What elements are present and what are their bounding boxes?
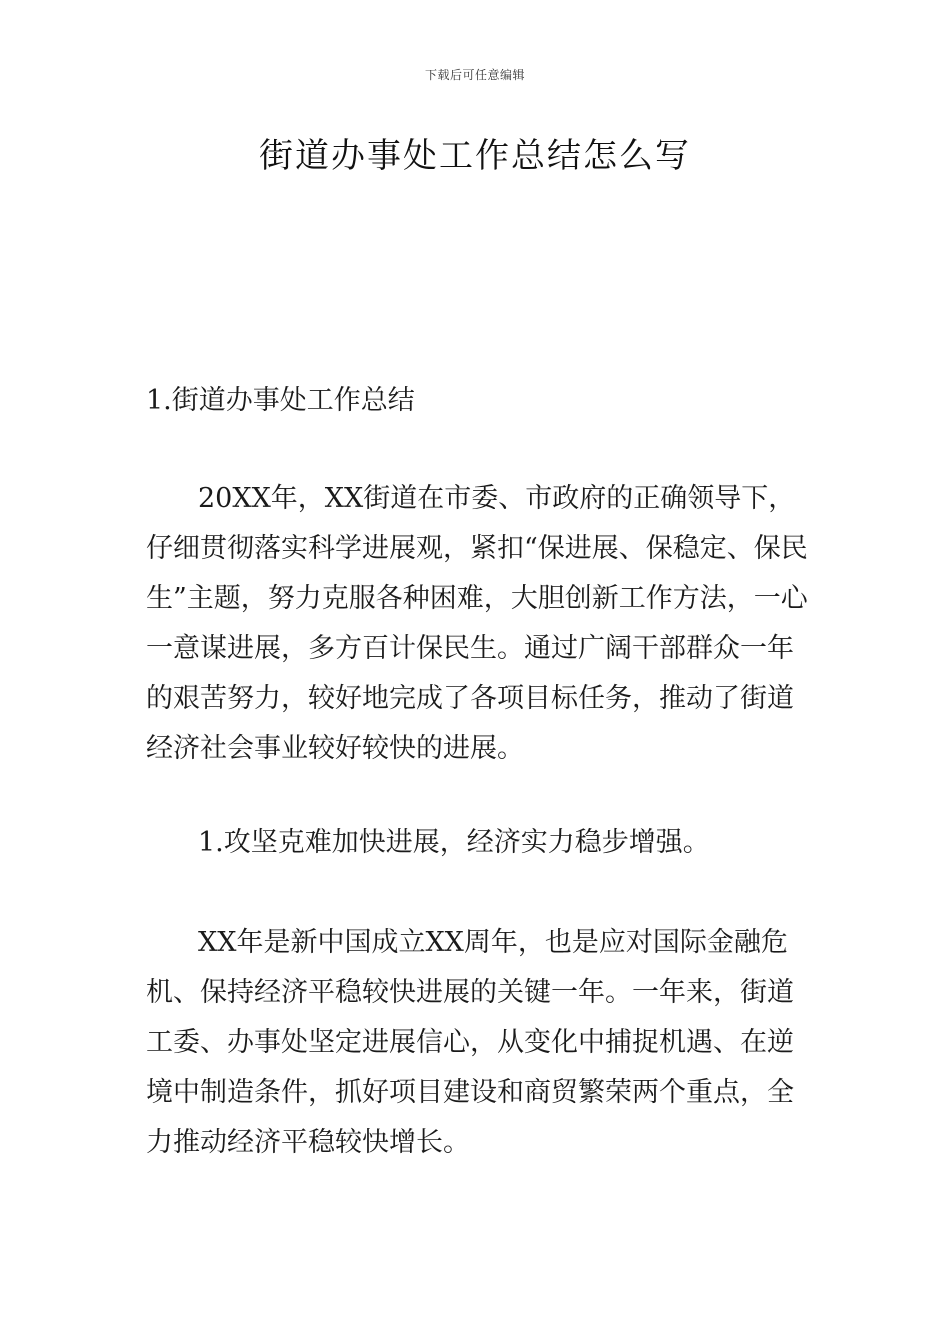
section-heading: 1.街道办事处工作总结 <box>146 385 415 416</box>
header-note: 下载后可任意编辑 <box>424 68 525 82</box>
paragraph-economy: XX年是新中国成立XX周年，也是应对国际金融危机、保持经济平稳较快进展的关键一年。一年来，街道工委、办事处坚定进展信心，从变化中捕捉机遇、在逆境中制造条件，抓好项目建设和商贸繁荣两个重点，全力推动经济平稳较快增长。 <box>146 927 794 1158</box>
page-title: 街道办事处工作总结怎么写 <box>259 136 691 176</box>
sub-heading: 1.攻坚克难加快进展，经济实力稳步增强。 <box>198 827 710 858</box>
paragraph-intro: 20XX年，XX街道在市委、市政府的正确领导下，仔细贯彻落实科学进展观，紧扣“保进展、保稳定、保民生”主题，努力克服各种困难，大胆创新工作方法，一心一意谋进展，多方百计保民生。通过广阔干部群众一年的艰苦努力，较好地完成了各项目标任务，推动了街道经济社会事业较好较快的进展。 <box>146 483 808 764</box>
